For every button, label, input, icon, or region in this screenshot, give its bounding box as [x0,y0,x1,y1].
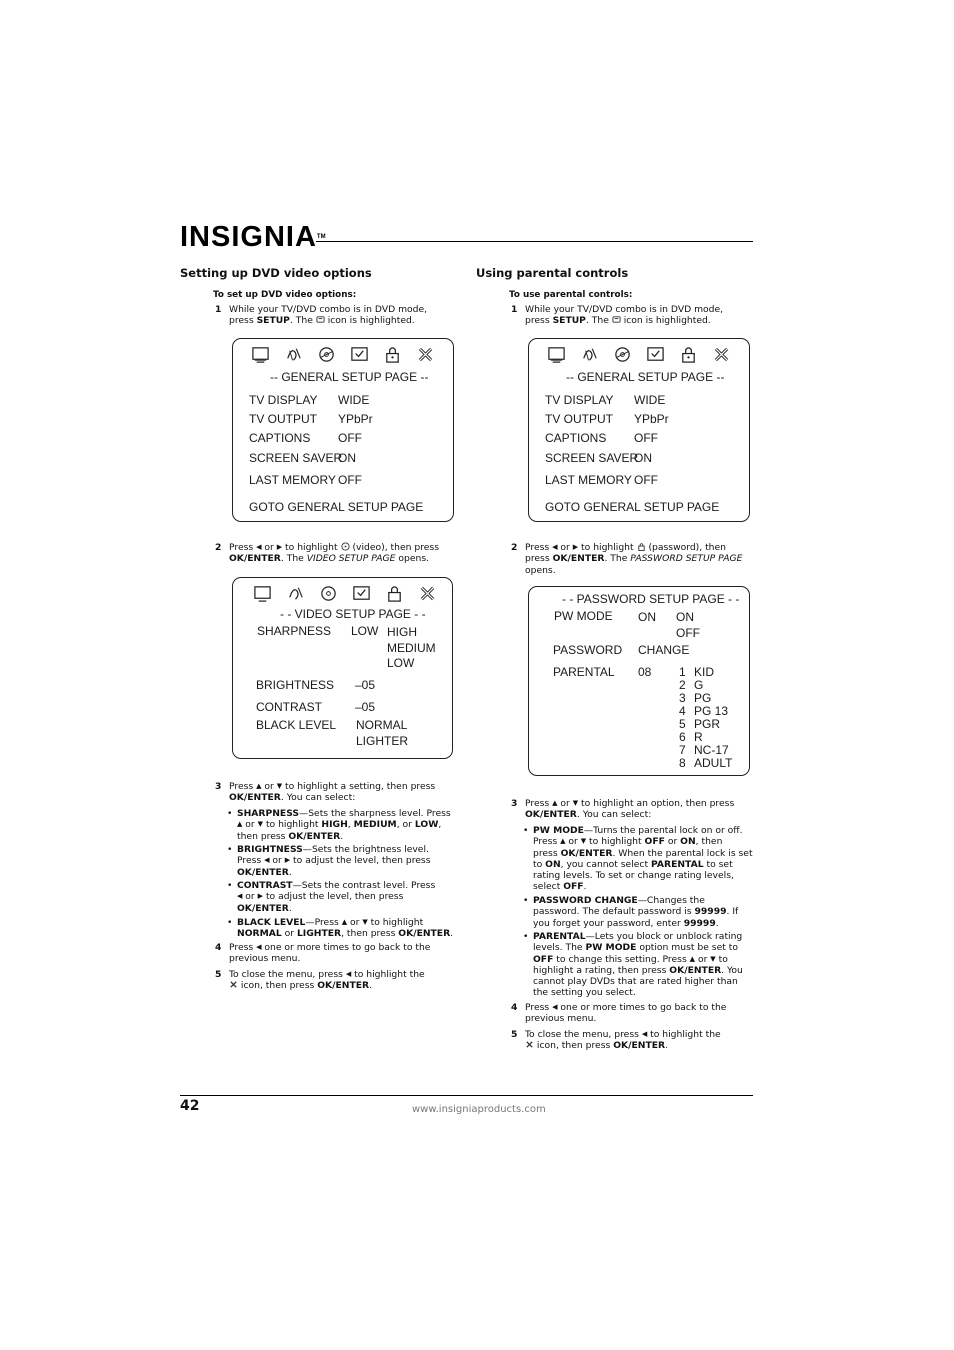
menu-value-screen-saver: ON [338,451,356,465]
bullet-password-change: • PASSWORD CHANGE—Changes the password. The default password is 99999. If you forget your password, enter 99999. [523,895,739,929]
menu-icon-row [253,584,437,603]
menu-value-last-memory: OFF [634,473,658,487]
menu-value-tv-display: WIDE [338,393,370,407]
menu-label-contrast: CONTRAST [256,700,322,714]
menu-label-tv-output: TV OUTPUT [545,412,613,426]
menu-label-captions: CAPTIONS [545,431,607,445]
bullet-brightness: • BRIGHTNESS—Sets the brightness level. Press ◀ or ▶ to adjust the level, then press OK/ENTER. [227,844,431,878]
menu-label-password: PASSWORD [553,643,623,657]
tv-icon [547,345,566,364]
step-3-video: 3 Press ▲ or ▼ to highlight a setting, then press OK/ENTER. You can select: [215,781,436,804]
menu-label-last-memory: LAST MEMORY [249,473,336,487]
rating-item: 4 PG 13 [679,704,729,718]
step-1-parental: 1 While your TV/DVD combo is in DVD mode, press SETUP. The icon is highlighted. [511,304,724,327]
menu-value-tv-display: WIDE [634,393,666,407]
step-2-parental: 2 Press ◀ or ▶ to highlight (password), then press OK/ENTER. The PASSWORD SETUP PAGE opens. [511,542,743,576]
bullet-contrast: • CONTRAST—Sets the contrast level. Press ◀ or ▶ to adjust the level, then press OK/ENTER. [227,880,436,914]
bullet-sharpness: • SHARPNESS—Sets the sharpness level. Press ▲ or ▼ to highlight HIGH, MEDIUM, or LOW, then press OK/ENTER. [227,808,451,842]
preference-icon [316,315,325,324]
preference-icon [612,315,621,324]
subheading-video: To set up DVD video options: [213,290,357,300]
menu-footer: GOTO GENERAL SETUP PAGE [249,500,424,514]
rating-item: 1 KID [679,665,715,679]
triangle-left-icon: ◀ [237,892,243,901]
menu-value-screen-saver: ON [634,451,652,465]
lock-icon [383,345,402,364]
header-rule [316,241,753,242]
step-3-parental: 3 Press ▲ or ▼ to highlight an option, then press OK/ENTER. You can select: [511,798,735,821]
triangle-down-icon: ▼ [362,918,368,926]
rating-item: 6 R [679,730,703,744]
menu-value-tv-output: YPbPr [338,412,373,426]
menu-footer: GOTO GENERAL SETUP PAGE [545,500,720,514]
step-5-parental: 5 To close the menu, press ◀ to highlight the icon, then press OK/ENTER. [511,1029,721,1052]
video-setup-menu [232,577,453,759]
triangle-down-icon: ▼ [572,799,579,807]
menu-icon-row [547,345,731,364]
triangle-right-icon: ▶ [257,892,264,901]
menu-label-last-memory: LAST MEMORY [545,473,632,487]
footer-url: www.insigniaproducts.com [412,1104,546,1115]
lock-icon [385,584,404,603]
section-heading-parental: Using parental controls [476,266,629,280]
menu-label-parental: PARENTAL [553,665,615,679]
triangle-right-icon: ▶ [284,856,291,865]
menu-option-normal: NORMAL [356,718,408,732]
exit-icon [418,584,437,603]
triangle-left-icon: ◀ [264,856,270,865]
menu-option-lighter: LIGHTER [356,734,409,748]
lock-icon [679,345,698,364]
rating-item: 5 PGR [679,717,721,731]
subheading-parental: To use parental controls: [509,290,633,300]
triangle-up-icon: ▲ [552,799,558,807]
preference-icon [352,584,371,603]
menu-label-tv-display: TV DISPLAY [545,393,614,407]
triangle-down-icon: ▼ [710,954,716,963]
triangle-up-icon: ▲ [560,837,566,846]
menu-option-medium: MEDIUM [387,641,436,655]
exit-icon [229,980,238,989]
menu-value-last-memory: OFF [338,473,362,487]
triangle-up-icon: ▲ [341,918,348,926]
rating-list [679,666,732,770]
triangle-down-icon: ▼ [276,782,283,790]
brand-logo: INSIGNIA™ [180,221,326,253]
rating-item: 3 PG [679,691,712,705]
triangle-left-icon: ◀ [552,1003,558,1011]
triangle-right-icon: ▶ [276,543,283,551]
section-heading-video: Setting up DVD video options [180,266,372,280]
menu-value-contrast: –05 [355,700,376,714]
step-1-video: 1 While your TV/DVD combo is in DVD mode, press SETUP. The icon is highlighted. [215,304,428,327]
audio-icon [580,345,599,364]
rating-item: 8 ADULT [679,756,733,770]
rating-item: 7 NC-17 [679,743,729,757]
menu-value-captions: OFF [634,431,658,445]
triangle-up-icon: ▲ [256,782,262,790]
step-5-video: 5 To close the menu, press ◀ to highlight the icon, then press OK/ENTER. [215,969,425,992]
rating-item: 2 G [679,678,704,692]
triangle-right-icon: ▶ [572,543,579,551]
menu-option-low: LOW [387,656,415,670]
video-disc-icon [341,542,350,551]
triangle-left-icon: ◀ [345,970,352,978]
audio-icon [286,584,305,603]
triangle-down-icon: ▼ [580,837,587,846]
tv-icon [251,345,270,364]
bullet-parental: • PARENTAL—Lets you block or unblock rating levels. The PW MODE option must be set to OFF to change this setting. Press ▲ or ▼ to highlight a rating, then press OK/ENTER. You cannot play DVDs that are rated higher than the setting you select. [523,931,743,999]
menu-icon-row [251,345,435,364]
exit-icon [416,345,435,364]
menu-value-pw-mode: ON [638,610,656,624]
menu-title: - - PASSWORD SETUP PAGE - - [562,592,740,606]
menu-value-parental: 08 [638,665,652,679]
menu-title: -- GENERAL SETUP PAGE -- [566,370,725,384]
lock-icon [637,542,646,551]
menu-label-tv-output: TV OUTPUT [249,412,317,426]
footer-rule [180,1095,753,1096]
menu-label-brightness: BRIGHTNESS [256,678,335,692]
step-4-parental: 4 Press ◀ one or more times to go back to the previous menu. [511,1002,727,1025]
triangle-left-icon: ◀ [256,543,262,551]
menu-label-tv-display: TV DISPLAY [249,393,318,407]
menu-label-black-level: BLACK LEVEL [256,718,337,732]
triangle-up-icon: ▲ [689,954,696,963]
menu-value-captions: OFF [338,431,362,445]
triangle-left-icon: ◀ [552,543,558,551]
preference-icon [350,345,369,364]
general-setup-menu-left [232,338,454,522]
menu-value-sharpness: LOW [351,624,379,638]
menu-value-password: CHANGE [638,643,690,657]
exit-icon [712,345,731,364]
triangle-left-icon: ◀ [256,943,262,951]
video-disc-icon [319,584,338,603]
menu-option-off: OFF [676,626,700,640]
exit-icon [525,1040,534,1049]
menu-title: -- GENERAL SETUP PAGE -- [270,370,429,384]
bullet-black-level: • BLACK LEVEL—Press ▲ or ▼ to highlight NORMAL or LIGHTER, then press OK/ENTER. [227,917,454,940]
menu-title: - - VIDEO SETUP PAGE - - [280,607,426,621]
step-2-video: 2 Press ◀ or ▶ to highlight (video), then press OK/ENTER. The VIDEO SETUP PAGE opens. [215,542,440,565]
triangle-left-icon: ◀ [641,1030,648,1038]
page-number: 42 [180,1098,200,1114]
menu-label-pw-mode: PW MODE [554,609,613,623]
menu-label-screen-saver: SCREEN SAVER [545,451,639,465]
step-4-video: 4 Press ◀ one or more times to go back to the previous menu. [215,942,431,965]
audio-icon [284,345,303,364]
menu-value-tv-output: YPbPr [634,412,669,426]
menu-option-on: ON [676,610,694,624]
triangle-down-icon: ▼ [257,820,264,829]
preference-icon [646,345,665,364]
tv-icon [253,584,272,603]
menu-label-captions: CAPTIONS [249,431,311,445]
menu-option-high: HIGH [387,625,417,639]
bullet-pw-mode: • PW MODE—Turns the parental lock on or off. Press ▲ or ▼ to highlight OFF or ON, then press OK/ENTER. When the parental lock is set to ON, you cannot select PARENTAL to set rating levels. To set or change rating levels, select OFF. [523,825,753,893]
menu-label-screen-saver: SCREEN SAVER [249,451,343,465]
video-disc-icon [613,345,632,364]
triangle-up-icon: ▲ [237,820,243,829]
general-setup-menu-right [528,338,750,522]
menu-label-sharpness: SHARPNESS [257,624,332,638]
video-disc-icon [317,345,336,364]
menu-value-brightness: –05 [355,678,376,692]
password-setup-menu [528,586,750,776]
